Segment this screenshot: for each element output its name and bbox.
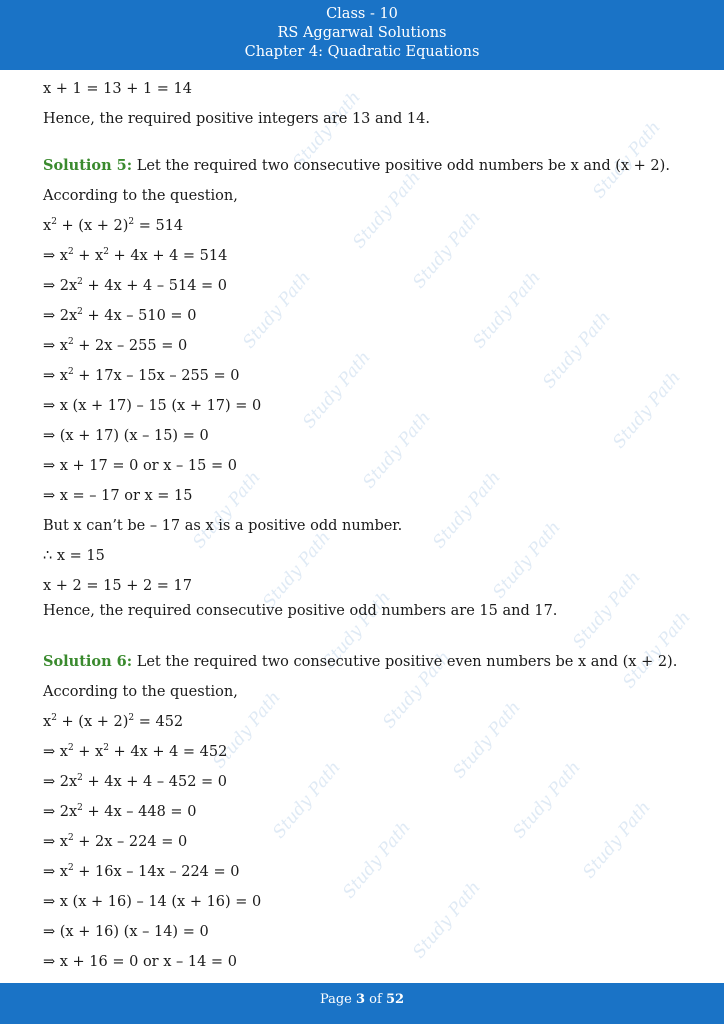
watermark: Study Path (319, 587, 395, 673)
solution-5-intro (43, 151, 693, 181)
equation-line: ⇒ $2x^2 + 4x - 510 = 0$ (43, 307, 197, 324)
text-line: x + 1 = 13 + 1 = 14 (43, 81, 193, 97)
equation-line: ⇒ $x^2 + x^2 + 4x + 4 = 514$ (43, 247, 228, 264)
equation-line: ⇒ $x^2 + 16x - 14x - 224 = 0$ (43, 863, 240, 880)
equation-line: $x^2 + (x + 2)^2 = 452$ (43, 713, 184, 730)
equation-line: ⇒ (x + 17) (x – 15) = 0 (43, 428, 209, 444)
watermark: Study Path (569, 567, 645, 653)
equation-line: $x^2 + (x + 2)^2 = 514$ (43, 217, 184, 234)
page-footer (0, 983, 724, 1024)
watermark: Study Path (409, 877, 485, 963)
watermark: Study Path (589, 117, 665, 203)
text-line: According to the question, (43, 684, 238, 700)
watermark: Study Path (269, 757, 345, 843)
footer-prefix: Page (319, 992, 356, 1007)
watermark: Study Path (409, 207, 485, 293)
text-line: Hence, the required consecutive positive odd numbers are 15 and 17. (43, 603, 558, 619)
watermark: Study Path (189, 467, 265, 553)
equation-line: x + 2 = 15 + 2 = 17 (43, 578, 193, 594)
watermark: Study Path (349, 167, 425, 253)
watermark: Study Path (609, 367, 685, 453)
equation-line: ∴ x = 15 (43, 548, 105, 564)
watermark: Study Path (379, 647, 455, 733)
solution-6-intro (43, 647, 693, 677)
text-line: According to the question, (43, 188, 238, 204)
solution-6-intro-text: Let the required two consecutive positive even numbers be x and (x + 2). (132, 654, 678, 670)
equation-line: ⇒ $x^2 + 2x - 224 = 0$ (43, 833, 188, 850)
equation-line: ⇒ x + 16 = 0 or x – 14 = 0 (43, 954, 237, 970)
header-chapter: Chapter 4: Quadratic Equations (244, 44, 480, 60)
watermark: Study Path (469, 267, 545, 353)
watermark: Study Path (339, 817, 415, 903)
equation-part: x – 15 = 0 (163, 458, 237, 474)
equation-line: ⇒ x = – 17 or x = 15 (43, 488, 193, 504)
watermark: Study Path (539, 307, 615, 393)
header-book: RS Aggarwal Solutions (277, 25, 447, 41)
page-number: 3 (356, 992, 366, 1007)
watermark: Study Path (289, 87, 365, 173)
watermark: Study Path (299, 347, 375, 433)
watermark: Study Path (259, 527, 335, 613)
text-line: But x can’t be – 17 as x is a positive odd number. (43, 518, 403, 534)
equation-line: ⇒ $2x^2 + 4x - 448 = 0$ (43, 803, 197, 820)
equation-line: ⇒ $2x^2 + 4x + 4 - 452 = 0$ (43, 773, 228, 790)
page-total: 52 (385, 992, 405, 1007)
equation-line: ⇒ x (x + 17) – 15 (x + 17) = 0 (43, 398, 262, 414)
watermark: Study Path (619, 607, 695, 693)
equation-line: ⇒ $2x^2 + 4x + 4 - 514 = 0$ (43, 277, 228, 294)
watermark: Study Path (509, 757, 585, 843)
solution-6-label: Solution 6: (43, 653, 133, 670)
equation-line: ⇒ $x^2 + x^2 + 4x + 4 = 452$ (43, 743, 228, 760)
equation-line: ⇒ x (x + 16) – 14 (x + 16) = 0 (43, 894, 262, 910)
solution-5-label: Solution 5: (43, 157, 133, 174)
footer-of: of (365, 992, 386, 1007)
watermark: Study Path (239, 267, 315, 353)
equation-line: ⇒ x + 17 = 0 or x – 15 = 0 (43, 458, 237, 474)
watermark: Study Path (579, 797, 655, 883)
header-class: Class - 10 (326, 6, 398, 22)
watermark: Study Path (429, 467, 505, 553)
watermark: Study Path (489, 517, 565, 603)
watermark: Study Path (209, 687, 285, 773)
equation-line: ⇒ $x^2 + 17x - 15x - 255 = 0$ (43, 367, 240, 384)
solution-5-intro-text: Let the required two consecutive positive odd numbers be x and (x + 2). (132, 158, 670, 174)
watermark: Study Path (449, 697, 525, 783)
equation-line: ⇒ $x^2 + 2x - 255 = 0$ (43, 337, 188, 354)
watermark: Study Path (359, 407, 435, 493)
document-body (43, 74, 693, 977)
equation-line: ⇒ (x + 16) (x – 14) = 0 (43, 924, 209, 940)
page-header (0, 0, 724, 70)
text-line: Hence, the required positive integers are 13 and 14. (43, 111, 430, 127)
